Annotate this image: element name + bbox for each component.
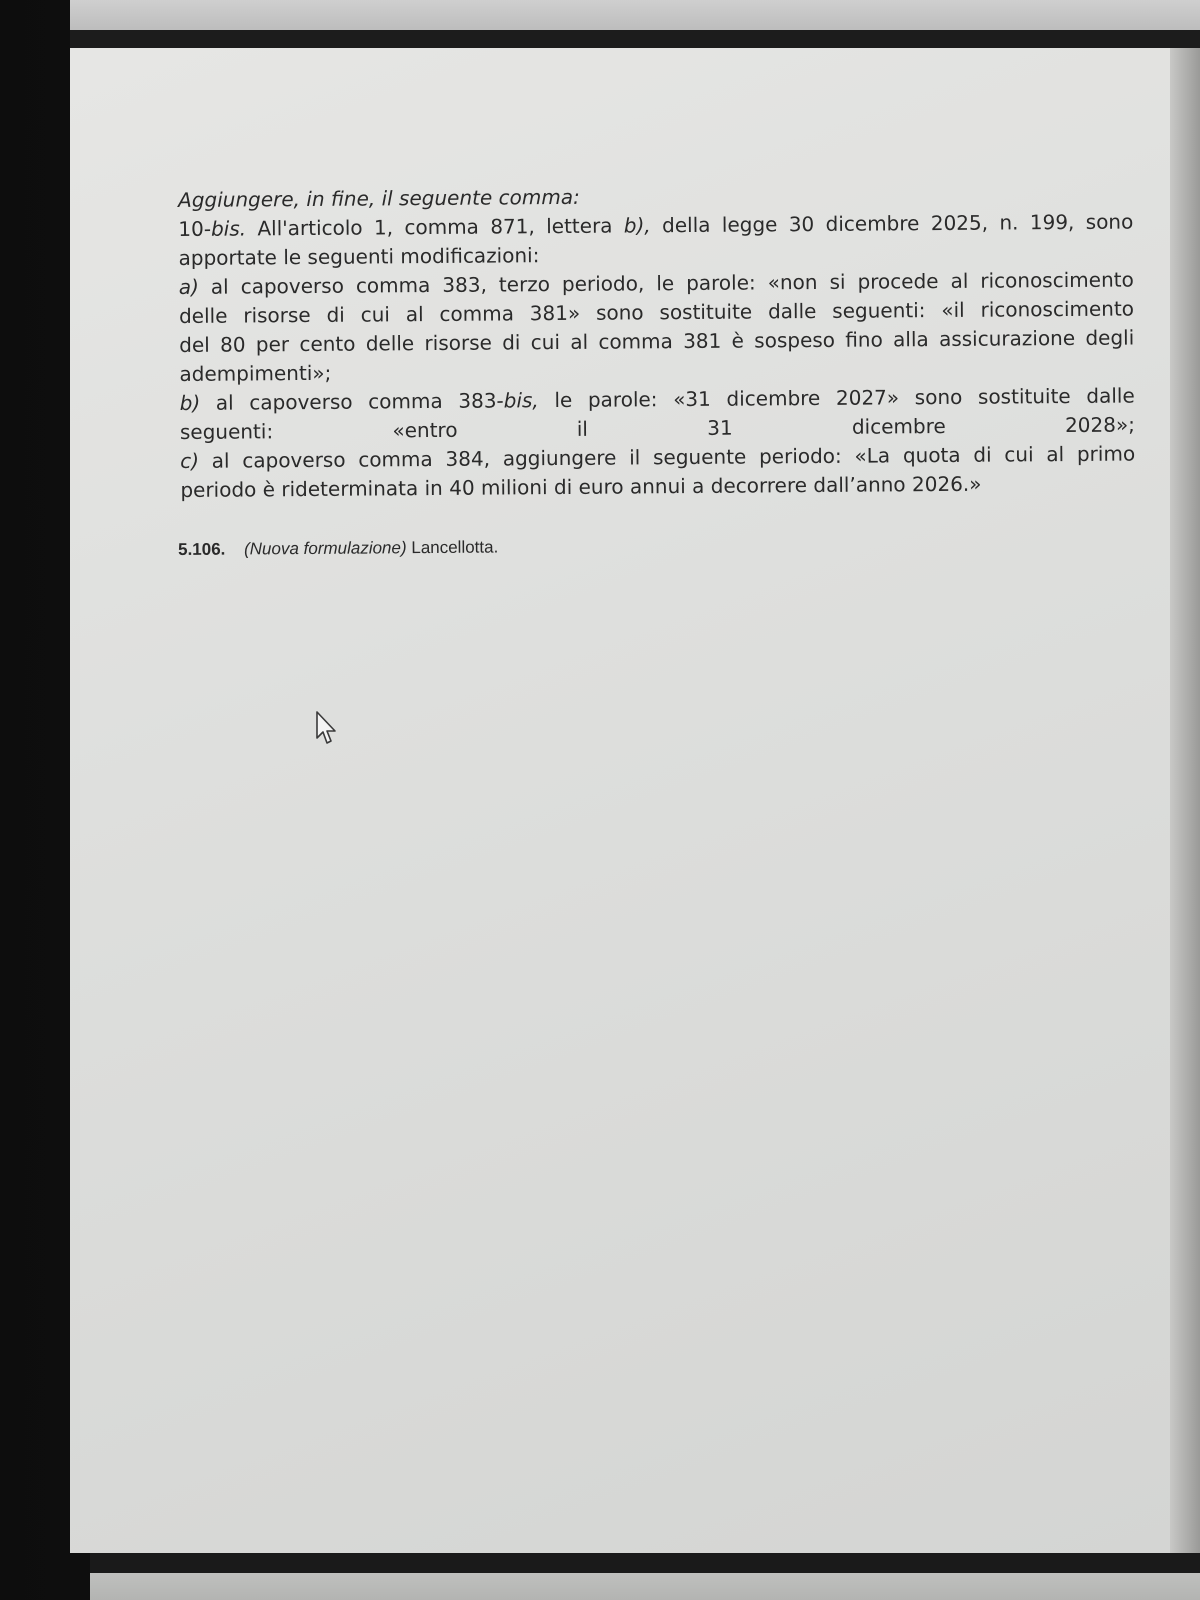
document-body xyxy=(178,178,1135,504)
item-b-text-2: seguenti: «entro il 31 dicembre 2028»; xyxy=(179,412,1135,444)
mouse-pointer-icon xyxy=(314,710,340,746)
amendment-note: (Nuova formulazione) xyxy=(243,538,407,559)
page-gap xyxy=(70,30,1200,48)
item-a-text-2: delle risorse di cui al comma 381» sono sostituite dalle seguenti: «il riconoscimento xyxy=(178,296,1135,328)
item-c-label: c) xyxy=(180,448,200,473)
item-c-text-2: periodo è rideterminata in 40 milioni di euro annui a decorrere dall’anno 2026.» xyxy=(180,471,982,502)
item-b-text-1-end: le parole: «31 dicembre 2027» sono sostituite dalle xyxy=(538,383,1135,413)
previous-page-edge xyxy=(70,0,1200,30)
page-right-edge xyxy=(1170,48,1200,1553)
intro-text: Aggiungere, in fine, il seguente comma: xyxy=(178,184,580,212)
amendment-number: 5.106. xyxy=(178,539,226,559)
item-a-text-4: adempimenti»; xyxy=(179,360,332,386)
comma-letter: b), xyxy=(623,213,651,238)
comma-label: 10-bis. xyxy=(178,216,247,241)
page-gap-bottom xyxy=(90,1553,1200,1573)
item-a-text-1: al capoverso comma 383, terzo periodo, le parole: «non si procede al riconoscimento xyxy=(210,267,1134,299)
amendment-author: Lancellotta. xyxy=(411,537,499,558)
amendment-reference xyxy=(178,537,498,560)
comma-text: All'articolo 1, comma 871, lettera xyxy=(257,213,624,241)
item-a-label: a) xyxy=(178,274,199,299)
item-a-text-3: del 80 per cento delle risorse di cui al comma 381 è sospeso fino alla assicurazione degli xyxy=(179,325,1135,357)
next-page-edge xyxy=(90,1573,1200,1600)
comma-text-end: della legge 30 dicembre 2025, n. 199, sono xyxy=(650,209,1134,238)
item-b-bis: bis, xyxy=(503,388,539,413)
comma-text-2: apportate le seguenti modificazioni: xyxy=(178,243,540,270)
item-c-text-1: al capoverso comma 384, aggiungere il seguente periodo: «La quota di cui al primo xyxy=(211,441,1136,473)
item-b-text-1: al capoverso comma 383- xyxy=(215,388,504,415)
item-b-label: b) xyxy=(179,390,201,415)
